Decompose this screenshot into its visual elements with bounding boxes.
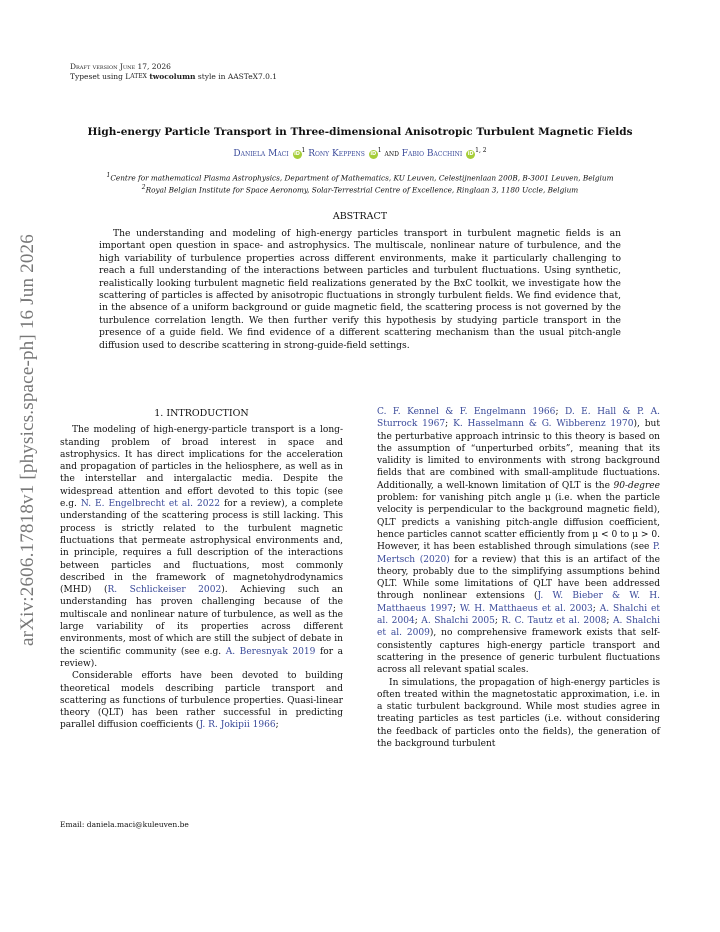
author-name[interactable]: Rony Keppens bbox=[308, 149, 365, 159]
citation-link[interactable]: P. Mertsch (2020) bbox=[377, 542, 660, 565]
abstract-heading: ABSTRACT bbox=[332, 211, 388, 222]
citation-link[interactable]: A. Shalchi et al. 2009 bbox=[377, 616, 660, 639]
paragraph: The modeling of high-energy-particle transport is a long-standing problem of broad interest in space and astrophysics. It has direct implications for the acceleration and propagation of particles in the heliosphere, as well as in the interstellar and intergalactic media. Despite the widespread attention and effort devoted to this topic (see e.g. N. E. Engelbrecht et al. 2022 for a review), a complete understanding of the scattering process is still lacking. This process is strictly related to the turbulent magnetic fluctuations that permeate astrophysical environments and, in principle, requires a full description of the interactions between particles and fluctuations, most commonly described in the framework of magnetohydrodynamics (MHD) (R. Schlickeiser 2002). Achieving such an understanding has proven challenging because of the multiscale and nonlinear nature of turbulence, as well as the large variability of its properties across different environments, most of which are still the subject of debate in the scientific community (see e.g. A. Beresnyak 2019 for a review). bbox=[60, 425, 344, 669]
citation-link[interactable]: D. E. Hall & P. A. Sturrock 1967 bbox=[377, 407, 660, 430]
affiliation-2: $^2$Royal Belgian Institute for Space Aeronomy, Solar-Terrestrial Centre of Excellence, Ringlaan 3, 1180 Uccle, Belgium bbox=[141, 184, 579, 195]
orcid-icon[interactable]: iD bbox=[467, 151, 474, 157]
section-heading: 1. INTRODUCTION bbox=[154, 408, 249, 419]
citation-link[interactable]: J. W. Bieber & W. H. Matthaeus 1997 bbox=[377, 591, 660, 614]
author-name[interactable]: Fabio Bacchini bbox=[401, 149, 463, 159]
abstract-text: The understanding and modeling of high-energy particles transport in turbulent magnetic fields is an important open question in space- and astrophysics. The multiscale, nonlinear nature of turbulence, and the high variability of turbulence properties across different environments, make it particularly challenging to reach a full understanding of the interactions between particles and turbulent fluctuations. Using synthetic, realistically looking turbulent magnetic field realizations generated by the BxC toolkit, we investigate how the scattering of particles is affected by anisotropic fluctuations in strongly turbulent fields. We find evidence that, in the absence of a uniform background or guide magnetic field, the scattering process is not governed by the turbulence correlation length. We then further verify this hypothesis by studying particle transport in the presence of a guide field. We find evidence of a different scattering mechanism than the usual pitch-angle diffusion used to describe scattering in strong-guide-field settings. bbox=[99, 228, 621, 351]
orcid-icon[interactable]: iD bbox=[370, 151, 377, 157]
footnote-email: Email: daniela.maci@kuleuven.be bbox=[60, 820, 189, 829]
paragraph: C. F. Kennel & F. Engelmann 1966; D. E. Hall & P. A. Sturrock 1967; K. Hasselmann & G. Wibberenz 1970), but the perturbative approach intrinsic to this theory is based on the assumption of “unperturbed orbits”, meaning that its validity is limited to environments with strong background fields that are combined with small-amplitude fluctuations. Additionally, a well-known limitation of QLT is the 90-degree problem: for vanishing pitch angle μ (i.e. when the particle velocity is perpendicular to the background magnetic field), QLT predicts a vanishing pitch-angle diffusion coefficient, hence particles cannot scatter efficiently from μ < 0 to μ > 0. However, it has been established through simulations (see P. Mertsch (2020) for a review) that this is an artifact of the theory, probably due to the simplifying assumptions behind QLT. While some limitations of QLT have been addressed through nonlinear extensions (J. W. Bieber & W. H. Matthaeus 1997; W. H. Matthaeus et al. 2003; A. Shalchi et al. 2004; A. Shalchi 2005; R. C. Tautz et al. 2008; A. Shalchi et al. 2009), no comprehensive framework exists that self-consistently captures high-energy particle transport and scattering in the presence of generic turbulent fluctuations across all relevant spatial scales. bbox=[377, 407, 660, 676]
left-column bbox=[60, 408, 343, 732]
citation-link[interactable]: W. H. Matthaeus et al. 2003 bbox=[459, 603, 593, 614]
paragraph: In simulations, the propagation of high-energy particles is often treated within the magnetostatic approximation, i.e. in a static turbulent background. While most studies agree in treating particles as test particles (i.e. without considering the feedback of particles onto the fields), the generation of the background turbulent bbox=[377, 677, 660, 750]
author-name[interactable]: Daniela Maci bbox=[233, 149, 289, 159]
citation-link[interactable]: R. Schlickeiser 2002 bbox=[107, 585, 222, 596]
citation-link[interactable]: A. Beresnyak 2019 bbox=[225, 646, 316, 657]
citation-link[interactable]: C. F. Kennel & F. Engelmann 1966 bbox=[377, 407, 556, 417]
typeset-line: Typeset using LATEX twocolumn style in AASTeX7.0.1 bbox=[70, 72, 278, 81]
citation-link[interactable]: A. Shalchi 2005 bbox=[421, 616, 495, 627]
paragraph: Considerable efforts have been devoted to building theoretical models describing particle transport and scattering as functions of turbulence properties. Quasi-linear theory (QLT) has been rather successful in predicting parallel diffusion coefficients (J. R. Jokipii 1966; bbox=[60, 671, 343, 731]
citation-link[interactable]: J. R. Jokipii 1966 bbox=[199, 720, 276, 731]
affiliation-1: $^1$Centre for mathematical Plasma Astrophysics, Department of Mathematics, KU Leuven, Celestijnenlaan 200B, B-3001 Leuven, Belgium bbox=[106, 172, 614, 183]
citation-link[interactable]: R. C. Tautz et al. 2008 bbox=[501, 616, 607, 627]
orcid-icon[interactable]: iD bbox=[294, 151, 300, 157]
paper-title: High-energy Particle Transport in Three-dimensional Anisotropic Turbulent Magnetic Fields bbox=[87, 126, 633, 138]
draft-version-line: Draft version June 17, 2026 bbox=[70, 62, 171, 71]
right-column bbox=[377, 406, 660, 750]
citation-link[interactable]: A. Shalchi et al. 2004 bbox=[377, 603, 660, 627]
author-list: Daniela Maci iD $^1$ Rony Keppens iD $^1$ and Fabio Bacchini iD $^{1, 2}$ bbox=[233, 147, 487, 159]
citation-link[interactable]: K. Hasselmann & G. Wibberenz 1970 bbox=[453, 419, 634, 430]
citation-link[interactable]: N. E. Engelbrecht et al. 2022 bbox=[80, 499, 220, 510]
arxiv-stamp: arXiv:2606.17818v1 [physics.space-ph] 16 Jun 2026 bbox=[17, 234, 38, 646]
preprint-header bbox=[70, 62, 277, 82]
